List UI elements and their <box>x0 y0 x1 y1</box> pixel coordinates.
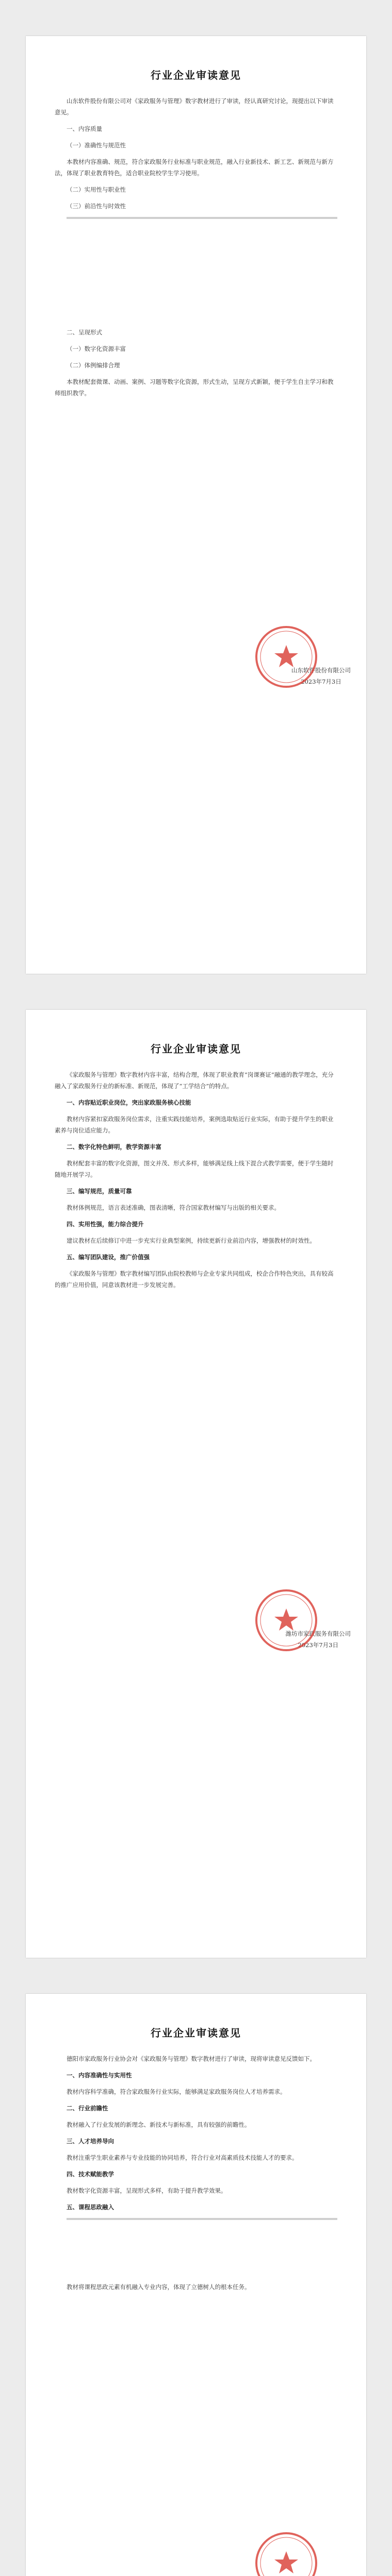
subsection-heading: （三）前沿性与时效性 <box>67 202 126 210</box>
date: 2023年7月3日 <box>298 1641 338 1649</box>
section-heading: 一、内容准确性与实用性 <box>67 2072 132 2079</box>
paragraph: 教材内容紧扣家政服务岗位需求，注重实践技能培养，案例选取贴近行业实际，有助于提升学生的职业素养与岗位适应能力。 <box>55 1115 334 1134</box>
section-heading: 一、内容贴近职业岗位，突出家政服务核心技能 <box>67 1099 191 1106</box>
paragraph: 教材将课程思政元素有机融入专业内容，体现了立德树人的根本任务。 <box>67 2283 251 2291</box>
section-heading: 三、编写规范，质量可靠 <box>67 1188 132 1195</box>
signatory: 潍坊市家政服务有限公司 <box>285 1630 351 1637</box>
subsection-heading: （一）准确性与规范性 <box>67 142 126 149</box>
paragraph: 教材内容科学准确，符合家政服务行业实际，能够满足家政服务岗位人才培养需求。 <box>67 2088 286 2095</box>
page-title: 行业企业审读意见 <box>151 2027 241 2039</box>
section-heading: 五、编写团队建设，推广价值强 <box>67 1253 150 1261</box>
page-title: 行业企业审读意见 <box>151 69 241 81</box>
page-title: 行业企业审读意见 <box>151 1043 241 1055</box>
paragraph: 德阳市家政服务行业协会对《家政服务与管理》数字教材进行了审读，现将审读意见反馈如下。 <box>67 2055 316 2062</box>
paragraph: 建议教材在后续修订中进一步充实行业典型案例，持续更新行业前沿内容，增强教材的时效性。 <box>67 1237 316 1244</box>
company-seal <box>253 1587 320 1654</box>
signatory: 山东软件股份有限公司 <box>291 667 351 674</box>
document-page-2 <box>26 1010 366 1958</box>
section-heading: 四、技术赋能教学 <box>67 2171 114 2178</box>
paragraph: 《家政服务与管理》数字教材内容丰富，结构合理，体现了职业教育“岗课赛证”融通的教学理念，充分融入了家政服务行业的新标准、新规范，体现了“工学结合”的特点。 <box>55 1071 334 1090</box>
subsection-heading: （一）数字化资源丰富 <box>67 345 126 352</box>
divider <box>67 2218 337 2220</box>
section-heading: 二、行业前瞻性 <box>67 2105 108 2112</box>
section-heading: 二、呈现形式 <box>67 329 102 336</box>
company-seal <box>253 623 320 690</box>
paragraph: 本教材内容准确、规范，符合家政服务行业标准与职业规范，融入行业新技术、新工艺、新规范与新方法，体现了职业教育特色，适合职业院校学生学习使用。 <box>55 158 334 177</box>
section-heading: 四、实用性强，能力综合提升 <box>67 1221 144 1228</box>
document-page-1 <box>26 36 366 974</box>
section-heading: 一、内容质量 <box>67 125 102 132</box>
subsection-heading: （二）实用性与职业性 <box>67 186 126 193</box>
paragraph: 教材配套丰富的数字化资源，图文并茂、形式多样，能够满足线上线下混合式教学需要，便于学生随时随地开展学习。 <box>55 1160 334 1178</box>
divider <box>67 217 337 219</box>
paragraph: 教材数字化资源丰富，呈现形式多样，有助于提升教学效果。 <box>67 2187 227 2194</box>
paragraph: 教材体例规范，语言表述准确，图表清晰，符合国家教材编写与出版的相关要求。 <box>67 1204 280 1211</box>
subsection-heading: （二）体例编排合理 <box>67 362 120 369</box>
paragraph: 山东软件股份有限公司对《家政服务与管理》数字教材进行了审读，经认真研究讨论，现提出以下审读意见。 <box>55 97 334 116</box>
paragraph: 教材注重学生职业素养与专业技能的协同培养，符合行业对高素质技术技能人才的要求。 <box>67 2154 298 2161</box>
paragraph: 教材融入了行业发展的新理念、新技术与新标准，具有较强的前瞻性。 <box>67 2121 251 2128</box>
document-page-3 <box>26 1994 366 2576</box>
section-heading: 二、数字化特色鲜明，教学资源丰富 <box>67 1143 161 1150</box>
paragraph: 本教材配套微课、动画、案例、习题等数字化资源，形式生动，呈现方式新颖，便于学生自主学习和教师组织教学。 <box>55 378 334 397</box>
section-heading: 五、课程思政融入 <box>67 2204 114 2211</box>
paragraph: 《家政服务与管理》数字教材编写团队由院校教师与企业专家共同组成，校企合作特色突出，具有较高的推广应用价值，同意该教材进一步发展完善。 <box>55 1270 334 1289</box>
company-seal <box>253 2530 320 2576</box>
date: 2023年7月3日 <box>301 678 341 685</box>
section-heading: 三、人才培养导向 <box>67 2138 114 2145</box>
